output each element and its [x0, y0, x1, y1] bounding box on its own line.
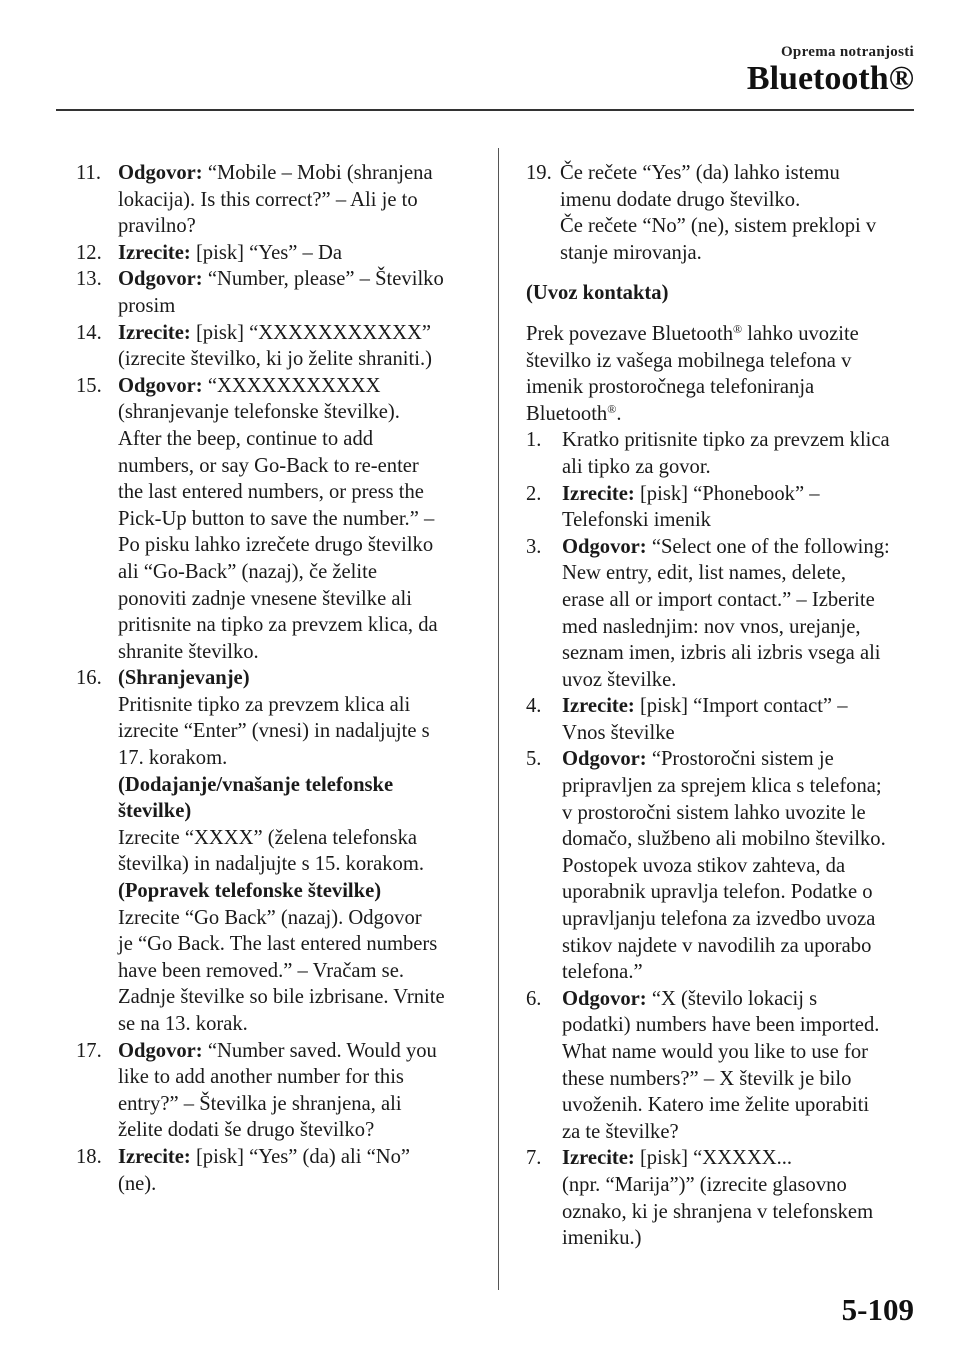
step-text: “Select one of the following: [646, 535, 890, 558]
step-line [562, 800, 916, 827]
step-line [118, 772, 476, 799]
intro-text: Bluetooth [526, 402, 608, 425]
step-line [562, 693, 916, 720]
step-number: 2. [526, 482, 542, 505]
step-keyword: Izrecite: [562, 1147, 635, 1170]
step-text: like to add another number for this [118, 1066, 404, 1089]
step-line [118, 213, 476, 240]
step-text: prosim [118, 294, 176, 317]
intro-line [526, 321, 916, 348]
step-item [76, 1038, 476, 1144]
step-text: (npr. “Marija”)” (izrecite glasovno [562, 1173, 847, 1196]
step-line [562, 1199, 916, 1226]
step-text: podatki) numbers have been imported. [562, 1014, 880, 1037]
step-number: 16. [76, 667, 102, 690]
step-text: domačo, službeno ali mobilno številko. [562, 828, 886, 851]
step-line [118, 878, 476, 905]
step-line [118, 905, 476, 932]
step-text: [pisk] “Import contact” – [634, 695, 848, 718]
step-line [118, 187, 476, 214]
step-line [562, 1172, 916, 1199]
step-number: 12. [76, 241, 102, 264]
step-item [526, 427, 916, 480]
step-item [76, 240, 476, 267]
step-line [118, 240, 476, 267]
step-line [118, 825, 476, 852]
step-text: Zadnje številke so bile izbrisane. Vrnite [118, 986, 445, 1009]
step-line [562, 614, 916, 641]
step-line: Če rečete “No” (ne), sistem preklopi v [560, 215, 877, 238]
step-text: 17. korakom. [118, 747, 228, 770]
step-line [118, 1171, 476, 1198]
step-text: “Prostoročni sistem je [646, 748, 834, 771]
step-keyword: Izrecite: [118, 321, 191, 344]
step-text: lokacija). Is this correct?” – Ali je to [118, 188, 418, 211]
right-column [526, 160, 916, 1252]
step-keyword: Izrecite: [118, 241, 191, 264]
step-item [526, 746, 916, 985]
step-line [118, 665, 476, 692]
step-keyword: Izrecite: [562, 482, 635, 505]
step-line [118, 718, 476, 745]
step-line [118, 692, 476, 719]
left-column [76, 160, 476, 1197]
step-item [76, 373, 476, 666]
step-keyword: Odgovor: [118, 162, 203, 184]
step-number: 18. [76, 1145, 102, 1168]
step-line [562, 1066, 916, 1093]
step-line [118, 1144, 476, 1171]
step-item [526, 693, 916, 746]
step-text: “X (število lokacij s [646, 987, 818, 1010]
step-line [562, 986, 916, 1013]
step-line [562, 906, 916, 933]
intro-line [526, 401, 916, 428]
step-text: have been removed.” – Vračam se. [118, 959, 404, 982]
step-line [118, 320, 476, 347]
step-line [118, 532, 476, 559]
registered-mark: ® [733, 321, 743, 336]
step-line [118, 266, 476, 293]
step-line: Če rečete “Yes” (da) lahko istemu [560, 162, 840, 184]
step-text: uporabnik upravlja telefon. Podatke o [562, 881, 873, 904]
step-text: ali “Go-Back” (nazaj), če želite [118, 560, 377, 583]
step-number: 5. [526, 748, 542, 771]
step-text: Postopek uvoza stikov zahteva, da [562, 854, 846, 877]
step-line [118, 639, 476, 666]
step-line [562, 720, 916, 747]
step-text: številka) in nadaljujte s 15. korakom. [118, 853, 424, 876]
step-text: je “Go Back. The last entered numbers [118, 933, 438, 956]
step-text: pripravljen za sprejem klica s telefona; [562, 775, 882, 798]
step-line [118, 851, 476, 878]
step-line [562, 534, 916, 561]
page-number: 5-109 [841, 1292, 914, 1327]
step-keyword: (Dodajanje/vnašanje telefonske [118, 773, 394, 796]
step-text: telefona.” [562, 961, 643, 984]
step-line [118, 1038, 476, 1065]
right-steps-list [526, 427, 916, 1251]
step-item [76, 160, 476, 240]
step-item [526, 986, 916, 1146]
step-number: 15. [76, 374, 102, 397]
step-line [118, 1117, 476, 1144]
step-line [562, 427, 916, 454]
step-line [118, 399, 476, 426]
step-line [562, 1092, 916, 1119]
step-line [118, 958, 476, 985]
step-text: Pick-Up button to save the number.” – [118, 507, 435, 530]
step-text: Kratko pritisnite tipko za prevzem klica [562, 429, 890, 452]
step-line [562, 853, 916, 880]
step-line [562, 640, 916, 667]
step-text: želite dodati še drugo številko? [118, 1119, 375, 1142]
step-line [118, 586, 476, 613]
step-text: “XXXXXXXXXXX [202, 374, 381, 397]
step-text: za te številke? [562, 1120, 679, 1143]
step-text: Vnos številke [562, 721, 675, 744]
step-line [562, 1119, 916, 1146]
step-line [562, 507, 916, 534]
step-number: 6. [526, 987, 542, 1010]
step-text: se na 13. korak. [118, 1013, 248, 1035]
step-line [118, 160, 476, 187]
step-text: stikov najdete v navodilih za uporabo [562, 934, 872, 957]
step-number: 7. [526, 1147, 542, 1170]
step-text: Pritisnite tipko za prevzem klica ali [118, 693, 411, 716]
step-text: New entry, edit, list names, delete, [562, 562, 847, 585]
step-text: v prostoročni sistem lahko uvozite le [562, 801, 866, 824]
step-line [118, 479, 476, 506]
intro-line: imenik prostoročnega telefoniranja [526, 376, 815, 399]
step-line [562, 1039, 916, 1066]
step-line [562, 481, 916, 508]
header-title: Bluetooth® [746, 60, 914, 97]
step-text: Po pisku lahko izrečete drugo številko [118, 534, 434, 557]
intro-line: številko iz vašega mobilnega telefona v [526, 349, 852, 372]
header-rule [56, 109, 914, 111]
step-text: “Number saved. Would you [202, 1039, 437, 1062]
step-19 [526, 160, 916, 266]
step-number: 17. [76, 1039, 102, 1062]
step-number: 3. [526, 535, 542, 558]
step-keyword: Izrecite: [118, 1145, 191, 1168]
step-text: the last entered numbers, or press the [118, 481, 424, 504]
step-line [562, 773, 916, 800]
step-text: seznam imen, izbris ali izbris vsega ali [562, 642, 881, 665]
step-text: oznako, ki je shranjena v telefonskem [562, 1200, 874, 1223]
column-divider [498, 148, 499, 1290]
step-line [562, 587, 916, 614]
step-keyword: Izrecite: [562, 695, 635, 718]
step-line [118, 1091, 476, 1118]
step-number: 4. [526, 695, 542, 718]
step-text: shranite številko. [118, 640, 259, 663]
step-text: [pisk] “XXXXX... [634, 1147, 793, 1170]
step-item [76, 1144, 476, 1197]
step-text: upravljanju telefona za izvedbo uvoza [562, 908, 876, 931]
step-keyword: Odgovor: [562, 748, 647, 771]
step-keyword: Odgovor: [562, 987, 647, 1010]
step-text: uvoženih. Katero ime želite uporabiti [562, 1094, 870, 1117]
step-text: Telefonski imenik [562, 509, 711, 532]
step-number: 13. [76, 268, 102, 291]
step-line [118, 293, 476, 320]
step-text: What name would you like to use for [562, 1041, 868, 1063]
step-item [76, 266, 476, 319]
step-text: [pisk] “XXXXXXXXXXX” [190, 321, 432, 344]
step-text: [pisk] “Yes” – Da [190, 241, 342, 264]
header-section-label: Oprema notranjosti [780, 44, 914, 60]
step-line [562, 560, 916, 587]
step-number: 1. [526, 429, 542, 452]
step-number: 19. [526, 162, 552, 184]
step-line [118, 559, 476, 586]
section-heading-import-contact: (Uvoz kontakta) [526, 282, 669, 305]
step-keyword: Odgovor: [118, 1039, 203, 1062]
step-text: [pisk] “Phonebook” – [634, 482, 820, 505]
step-line [562, 454, 916, 481]
step-text: pritisnite na tipko za prevzem klica, da [118, 614, 438, 637]
registered-mark: ® [607, 401, 617, 416]
step-keyword: Odgovor: [118, 374, 203, 397]
step-line: imenu dodate drugo številko. [560, 188, 801, 211]
step-keyword: Odgovor: [562, 535, 647, 558]
step-item [76, 665, 476, 1037]
step-text: (ne). [118, 1172, 157, 1195]
step-text: “Mobile – Mobi (shranjena [202, 162, 433, 184]
intro-text: . [616, 402, 622, 425]
step-line [118, 745, 476, 772]
step-line [118, 612, 476, 639]
intro-text: Prek povezave Bluetooth [526, 322, 734, 345]
step-line [562, 879, 916, 906]
step-line [562, 667, 916, 694]
step-text: entry?” – Številka je shranjena, ali [118, 1092, 402, 1115]
intro-text: lahko uvozite [742, 322, 859, 345]
step-text: numbers, or say Go-Back to re-enter [118, 454, 419, 477]
step-line [118, 1011, 476, 1038]
step-keyword: številke) [118, 800, 192, 823]
step-line [118, 984, 476, 1011]
step-line [118, 373, 476, 400]
step-line: stanje mirovanja. [560, 241, 702, 264]
step-line [562, 933, 916, 960]
step-line [562, 1012, 916, 1039]
step-line [118, 426, 476, 453]
step-item [526, 1145, 916, 1251]
step-line [562, 826, 916, 853]
step-line [562, 1145, 916, 1172]
step-text: Izrecite “Go Back” (nazaj). Odgovor [118, 906, 422, 929]
step-line [562, 1225, 916, 1252]
step-text: ali tipko za govor. [562, 455, 711, 478]
step-text: (shranjevanje telefonske številke). [118, 401, 400, 424]
step-line [118, 453, 476, 480]
step-number: 14. [76, 321, 102, 344]
step-keyword: Odgovor: [118, 268, 203, 291]
step-line [562, 746, 916, 773]
step-text: Izrecite “XXXX” (želena telefonska [118, 826, 418, 849]
step-line [118, 798, 476, 825]
step-item [76, 320, 476, 373]
step-keyword: (Popravek telefonske številke) [118, 880, 382, 903]
step-text: erase all or import contact.” – Izberite [562, 588, 875, 611]
step-text: After the beep, continue to add [118, 427, 374, 450]
step-keyword: (Shranjevanje) [118, 667, 250, 690]
step-line [118, 506, 476, 533]
step-text: these numbers?” – X številk je bilo [562, 1067, 852, 1090]
step-line [118, 346, 476, 373]
step-line [118, 931, 476, 958]
step-item [526, 534, 916, 694]
step-text: med naslednjim: nov vnos, urejanje, [562, 615, 861, 638]
step-number: 11. [76, 162, 101, 184]
step-text: imeniku.) [562, 1227, 642, 1250]
step-text: pravilno? [118, 215, 196, 238]
step-text: uvoz številke. [562, 668, 677, 691]
step-text: ponoviti zadnje vnesene številke ali [118, 587, 412, 610]
step-line [562, 959, 916, 986]
intro-paragraph [526, 321, 916, 427]
step-text: izrecite “Enter” (vnesi) in nadaljujte s [118, 720, 430, 743]
step-item [526, 481, 916, 534]
step-line [118, 1064, 476, 1091]
step-text: [pisk] “Yes” (da) ali “No” [190, 1145, 411, 1168]
step-text: “Number, please” – Številko [202, 268, 444, 291]
step-text: (izrecite številko, ki jo želite shraniti.) [118, 348, 432, 371]
